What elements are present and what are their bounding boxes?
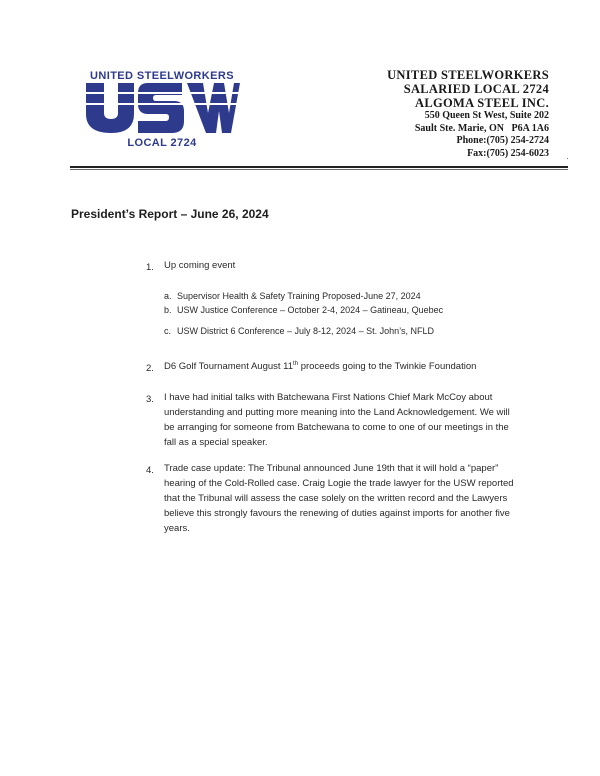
sub-item-letter: b.: [164, 305, 172, 315]
sub-item-letter: c.: [164, 326, 172, 336]
sub-item-letter: a.: [164, 291, 172, 301]
paragraph-line: that the Tribunal will assess the case solely on the written record and the Lawyers: [164, 493, 508, 504]
item-number: 1.: [146, 262, 154, 273]
item-text-part: proceeds going to the Twinkie Foundation: [298, 361, 477, 372]
paragraph-line: I have had initial talks with Batchewana First Nations Chief Mark McCoy about: [164, 392, 493, 403]
paragraph-line: Trade case update: The Tribunal announced June 19th that it will hold a “paper”: [164, 463, 499, 474]
paragraph-line: years.: [164, 523, 190, 534]
item-number: 2.: [146, 363, 154, 374]
paragraph-line: be arranging for someone from Batchewana to come to one of our meetings in the: [164, 422, 509, 433]
sub-item-text: USW Justice Conference – October 2-4, 2024 – Gatineau, Quebec: [177, 305, 444, 315]
item-number: 3.: [146, 394, 154, 405]
sub-item-text: Supervisor Health & Safety Training Proposed-June 27, 2024: [177, 291, 421, 301]
item-number: 4.: [146, 465, 154, 476]
paragraph-line: believe this strongly favours the renewing of duties against imports for another five: [164, 508, 510, 519]
letterhead-divider-thin: [70, 169, 568, 170]
paragraph-line: understanding and putting more meaning into the Land Acknowledgement. We will: [164, 407, 510, 418]
city-postal: Sault Ste. Marie, ON P6A 1A6: [414, 122, 549, 134]
item-text-part: D6 Golf Tournament August 11: [164, 361, 294, 372]
logo-top-text: UNITED STEELWORKERS: [90, 70, 234, 82]
item-text: [164, 359, 476, 374]
superscript: th: [293, 360, 299, 367]
paragraph-line: hearing of the Cold-Rolled case. Craig Logie the trade lawyer for the USW reported: [164, 478, 514, 489]
usw-logo-mark: [84, 83, 240, 133]
item-text: Up coming event: [164, 260, 236, 271]
paragraph-line: fall as a special speaker.: [164, 437, 268, 448]
phone-number: Phone:(705) 254-2724: [456, 135, 549, 146]
fax-number: Fax:(705) 254-6023: [467, 147, 549, 159]
logo-bottom-text: LOCAL 2724: [127, 137, 197, 149]
report-title: President’s Report – June 26, 2024: [71, 207, 269, 221]
scan-speck: [567, 158, 568, 159]
street-address: 550 Queen St West, Suite 202: [424, 110, 549, 121]
item-paragraph: [164, 390, 510, 450]
local-name: SALARIED LOCAL 2724: [403, 82, 549, 96]
company-name: ALGOMA STEEL INC.: [415, 96, 549, 110]
item-paragraph: [164, 461, 514, 536]
letterhead-divider: [70, 166, 568, 168]
sub-item-text: USW District 6 Conference – July 8-12, 2024 – St. John’s, NFLD: [177, 326, 434, 336]
letterhead-address: [387, 68, 549, 160]
org-name: UNITED STEELWORKERS: [387, 68, 549, 82]
